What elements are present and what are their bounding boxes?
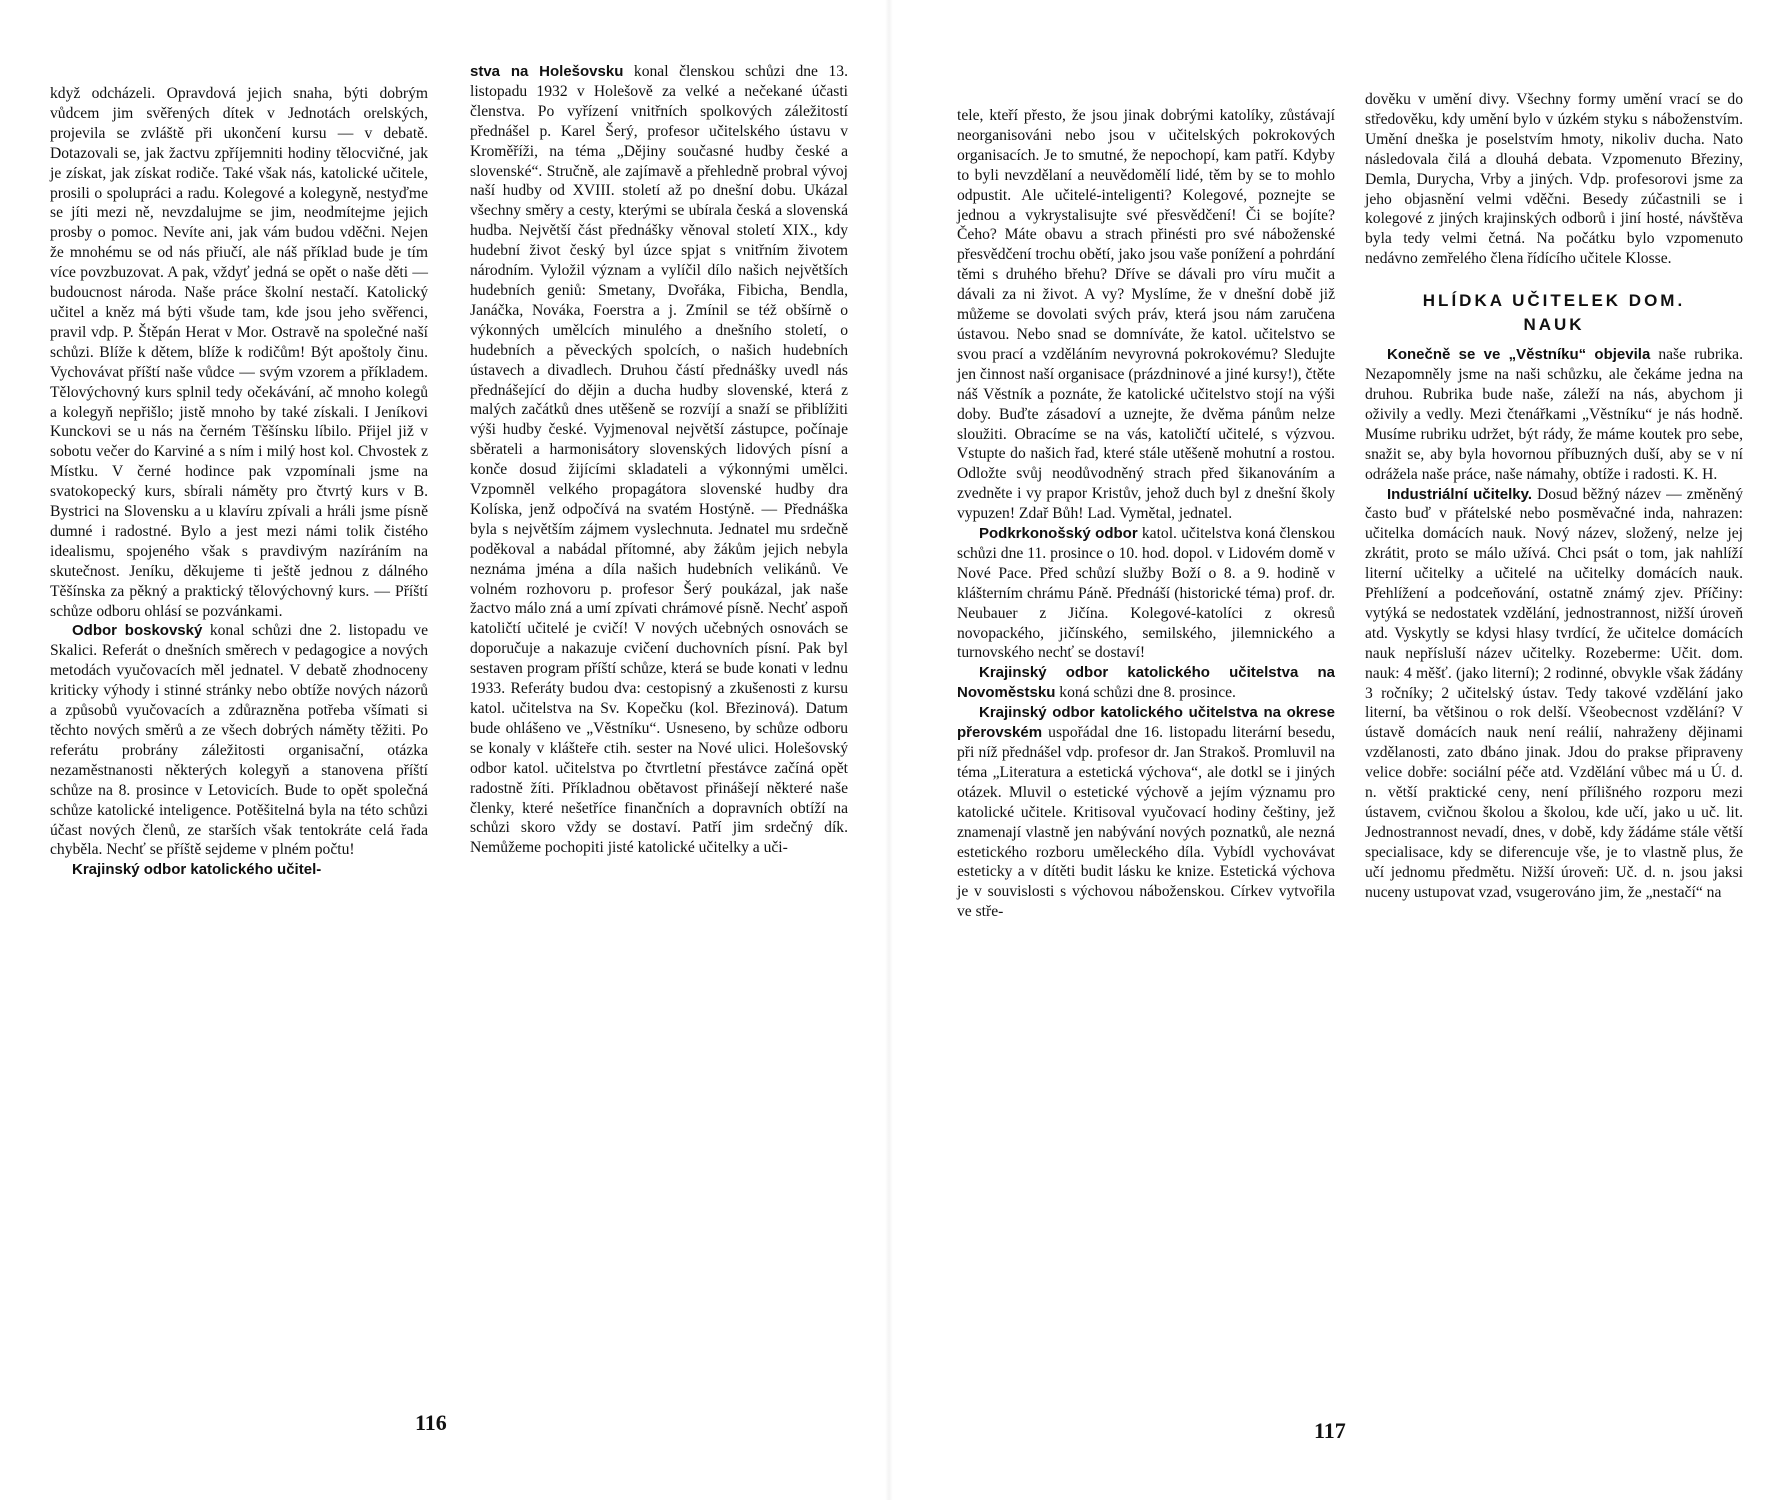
paragraph: dověku v umění divy. Všechny formy umění vrací se do středověku, kdy umění bylo v úzkém styku s náboženstvím. Umění dneška je poselstvím hmoty, nikoliv ducha. Nato následovala čilá a dlouhá debata. Vzpomenuto Březiny, Demla, Durycha, Vrby a jiných. Vdp. profesorovi jsme za jeho objasnění velmi vděčni. Besedy zúčastnili se i kolegové z jiných krajinských odborů i jiní hosté, návštěva byla tedy velmi četná. Na počátku bylo vzpomenuto nedávno zemřelého člena řídícího učitele Klosse.	[1365, 91, 1743, 268]
paragraph: Krajinský odbor katolického učitelstva na Novoměstsku koná schůzi dne 8. prosince.	[957, 664, 1335, 702]
heading-line: HLÍDKA UČITELEK DOM.	[1422, 291, 1686, 311]
right-page	[889, 0, 1778, 1500]
right-column-1	[957, 106, 1335, 922]
paragraph: stva na Holešovsku konal členskou schůzi dne 13. listopadu 1932 v Holešově za velké a nečekané účasti členstva. Po vyřízení vnitřních spolkových záležitostí přednášel p. Karel Šerý, profesor učitelského ústavu v Kroměříži, na téma „Dějiny současné hudby české a slovenské“. Stručně, ale zajímavě a přehledně probral vývoj naší hudby od XVIII. století až po dnešní dobu. Ukázal všechny směry a cesty, kterými se ubírala česká a slovenská hudba. Největší část přednášky věnoval století XIX., kdy hudební život český byl úzce spjat s vnitřním životem národním. Vyložil význam a vylíčil dílo našich největších hudebních geniů: Smetany, Dvořáka, Fibicha, Bendla, Janáčka, Nováka, Foerstra a j. Zmínil se též obšírně o výkonných umělcích minulého a dnešního století, o hudebních a pěveckých spolcích, o našich hudebních ústavech a divadlech. Druhou částí přednášky uvedl nás přednášející do dějin a ducha hudby slovenské, která z malých začátků dnes utěšeně se rozvíjí a snaží se přiblížiti výši hudby české. Vyjmenoval největší zástupce, počínaje sběrateli a harmonisátory slovenských lidových písní a konče dosud žijícími skladateli a výkonnými umělci. Vzpomněl velkého propagátora slovenské hudby dra Kolíska, jenž odpočívá na svatém Hostýně. — Přednáška byla s největším zájmem vyslechnuta. Jednatel mu srdečně poděkoval a nabádal přítomné, aby žákům jejich nebyla neznáma jména a díla našich hudebních velikánů. Ve volném rozhovoru p. profesor Šerý poukázal, jak naše žactvo málo zná a umí zpívati chrámové písně. Nechť aspoň katoličtí učitelé je cvičí! V nových učebných osnovách se doporučuje a nakazuje cvičení duchovních písní. Pak byl sestaven program příští schůze, která se bude konati v lednu 1933. Referáty budou dva: cestopisný a zkušenosti z kursu katol. učitelstva na Sv. Kopečku (kol. Březinová). Datum bude ohlášeno ve „Věstníku“. Usneseno, by schůze odboru se konaly v klášteře ctih. sester na Nové ulici. Holešovský odbor katol. učitelstva po čtvrtletní přestávce začíná opět radostně žíti. Příkladnou obětavost přinášejí některé naše členky, které nešetříce finančních a dopravních obtíží na schůzi skoro vždy se dostaví. Patří jim srdečný dík. Nemůžeme pochopiti jisté katolické učitelky a uči-	[470, 63, 848, 857]
paragraph: tele, kteří přesto, že jsou jinak dobrými katolíky, zůstávají neorganisováni nebo jsou v učitelských pokrokových organisacích. Je to smutné, že nepochopí, kam patří. Kdyby to byli nevzdělaní a neuvědomělí lidé, těm by se to mohlo odpustit. Ale učitelé-inteligenti? Kolegové, poznejte se jednou a vykrystalisujte své přesvědčení! Či se bojíte? Čeho? Máte obavu a strach přinésti pro své náboženské přesvědčení trochu obětí, jako jsou vaše ponížení a pohrdání těmi s druhého břehu? Dříve se dávali pro víru mučit a dávali za ni život. A vy? Myslíme, že v dnešní době již můžeme se dovolati svých práv, která jsou nám zaručena ústavou. Nebo snad se domníváte, že katol. učitelstvo se svou prací a vzděláním nevyrovná pokrokovému? Sledujte jen činnost naší organisace (prázdninové a jiné kursy!), čtěte náš Věstník a poznáte, že katolické učitelstvo stojí na výši doby. Buďte zásadoví a uznejte, že dvěma pánům nelze sloužiti. Obracíme se na vás, katoličtí učitelé, s výzvou. Vstupte do našich řad, které stále utěšeně mohutní a rostou. Odložte svůj neodůvodněný strach před šikanováním a zvedněte i vy prapor Kristův, jehož duch byl z dnešní školy vypuzen! Zdař Bůh! Lad. Vymětal, jednatel.	[957, 107, 1335, 523]
left-column-2	[470, 62, 848, 858]
paragraph: Konečně se ve „Věstníku“ objevila naše rubrika. Nezapomněly jsme na naši schůzku, ale čekáme jedna na druhou. Rubrika bude naše, záleží na nás, abychom ji oživily a vedly. Mezi čtenářkami „Věstníku“ je nás hodně. Musíme rubriku udržet, být rády, že máme koutek pro sebe, snažit se, aby byla hovornou příbuzných duší, aby se v ní odrážela naše práce, naše námahy, obtíže i radosti. K. H.	[1365, 346, 1743, 483]
paragraph: Podkrkonošský odbor katol. učitelstva koná členskou schůzi dne 11. prosince o 10. hod. dopol. v Lidovém domě v Nové Pace. Před schůzí služby Boží o 8. a 9. hodině v klášterním chrámu Páně. Přednáší (historické téma) prof. dr. Neubauer z Jičína. Kolegové-katolíci z okresů novopackého, jičínského, semilského, jilemnického a turnovského nechť se dostaví!	[957, 525, 1335, 662]
section-heading	[1365, 289, 1743, 337]
paragraph: Odbor boskovský konal schůzi dne 2. listopadu ve Skalici. Referát o dnešních směrech v pedagogice a nových metodách vyučovacích měl jednatel. V debatě zhodnoceny kriticky výhody i stinné stránky nebo obtíže nových názorů a způsobů vyučovacích a zdůrazněna potřeba všímati si těchto nových směrů a ze všech dobrých náměty těžiti. Po referátu probrány záležitosti organisační, otázka nezaměstnanosti některých kolegyň a stanovena příští schůze na 8. prosince v Letovicích. Bude to opět společná schůze katolické inteligence. Potěšitelná byla na této schůzi účast nových členů, ze starších však tentokráte celá řada chyběla. Nechť se příště sejdeme v plném počtu!	[50, 622, 428, 859]
left-column-1	[50, 84, 428, 880]
page-number: 116	[415, 1410, 447, 1435]
right-column-2	[1365, 90, 1743, 903]
paragraph: Krajinský odbor katolického učitelstva na okrese přerovském uspořádal dne 16. listopadu literární besedu, při níž přednášel vdp. profesor dr. Jan Strakoš. Promluvil na téma „Literatura a estetická výchova“, ale dotkl se i jiných otázek. Mluvil o estetické výchově a jejím významu pro katolické učitele. Kritisoval vyučovací hodiny češtiny, jež znamenají vlastně jen nabývání nových poznatků, ale nezná estetického rozboru uměleckého díla. Vybídl vychovávat esteticky a v dítěti budit lásku ke knize. Estetická výchova je v souvislosti s výchovou náboženskou. Církev vytvořila ve stře-	[957, 704, 1335, 921]
paragraph: když odcházeli. Opravdová jejich snaha, býti dobrým vůdcem jim svěřených dítek v Jednotách orelských, projevila se zvláště při ukončení kursu — v debatě. Dotazovali se, jak žactvu zpříjemniti hodiny tělocvičné, jak je získat, jak získat rodiče. Také však nás, katolické učitele, prosili o spolupráci a radu. Kolegové a kolegyně, nestyďme se jíti mezi ně, nevzdalujme se jim, neodmítejme jejich prosby o pomoc. Nevíte ani, jak vám budou vděčni. Nejen že mnohému se od nás přiučí, ale náš příklad bude je tím více povzbuzovat. A pak, vždyť jedná se opět o naše děti — budoucnost národa. Naše práce školní nestačí. Katolický učitel a kněz má býti všude tam, kde jsou jeho svěřenci, pravil vdp. P. Štěpán Herat v Mor. Ostravě na společné naší schůzi. Blíže k dětem, blíže k rodičům! Být apoštoly činu. Vychovávat příští naše vůdce — svým vzorem a příkladem. Tělovýchovný kurs splnil tedy očekávání, ač mnoho kolegů a kolegyň nepřišlo; jistě mnoho by také získali. I Jeníkovi Kunckovi se u nás na černém Těšínsku líbilo. Přijel již v sobotu večer do Karviné a s ním i milý host kol. Chvostek z Místku. V černé hodince pak vzpomínali jsme na svatokopecký kurs, sbírali náměty pro čtvrtý kurs v B. Bystrici na Slovensku a u klavíru zpívali a hráli jsme písně dumné i radostné. Bylo a jest mezi námi tolik čistého idealismu, spojeného však s pravdivým nazíráním na skutečnost. Jeníku, děkujeme ti ještě jednou z dálného Těšínska za pěkný a praktický tělovýchovný kurs. — Příští schůze odboru ohlásí se pozvánkami.	[50, 85, 428, 620]
heading-line: NAUK	[1523, 315, 1585, 335]
page-number: 117	[1314, 1418, 1346, 1443]
paragraph: Krajinský odbor katolického učitel-	[72, 861, 322, 879]
paragraph: Industriální učitelky. Dosud běžný název — změněný často buď v přátelské nebo posměvačné inda, nahrazen: učitelka domácích nauk. Nový název, složený, nelze jej zkrátit, proto se málo užívá. Chci psát o tom, jak nahlíží literní učitelky a učitelé na učitelky domácích nauk. Přehlížení a podceňování, ostatně známý zjev. Příčiny: vytýká se nedostatek vzdělání, jednostrannost, nižší úroveň atd. Vyskytly se kdysi hlasy tvrdící, že učitelce domácích nauk nepřísluší název učitelky. Rozeberme: Učit. dom. nauk: 4 měšť. (jako literní); 2 rodinné, obvykle však žádány 3 ročníky; 2 učitelský ústav. Tedy takové vzdělání jako literní, ba většinou o rok delší. Všeobecnost vzdělání? V ústavě domácích nauk není reálií, nahraženy dějinami vzdělanosti, zato dbáno jinak. Jdou do prakse připraveny velice dobře: sociální péče atd. Vzdělání vůbec má u Ú. d. n. větší praktické ceny, není přílišného rozporu mezi ústavem, cvičnou školou a školou, kde učí, jako u uč. lit. Jednostrannost nevadí, dnes, v době, kdy žádáme stále větší specialisace, kdy se diferencuje vše, je to vlastně plus, že učí jednomu předmětu. Nižší úroveň: Uč. d. n. jsou jaksi nuceny ustupovat vzad, vsugerováno jim, že „nestačí“ na	[1365, 485, 1744, 901]
